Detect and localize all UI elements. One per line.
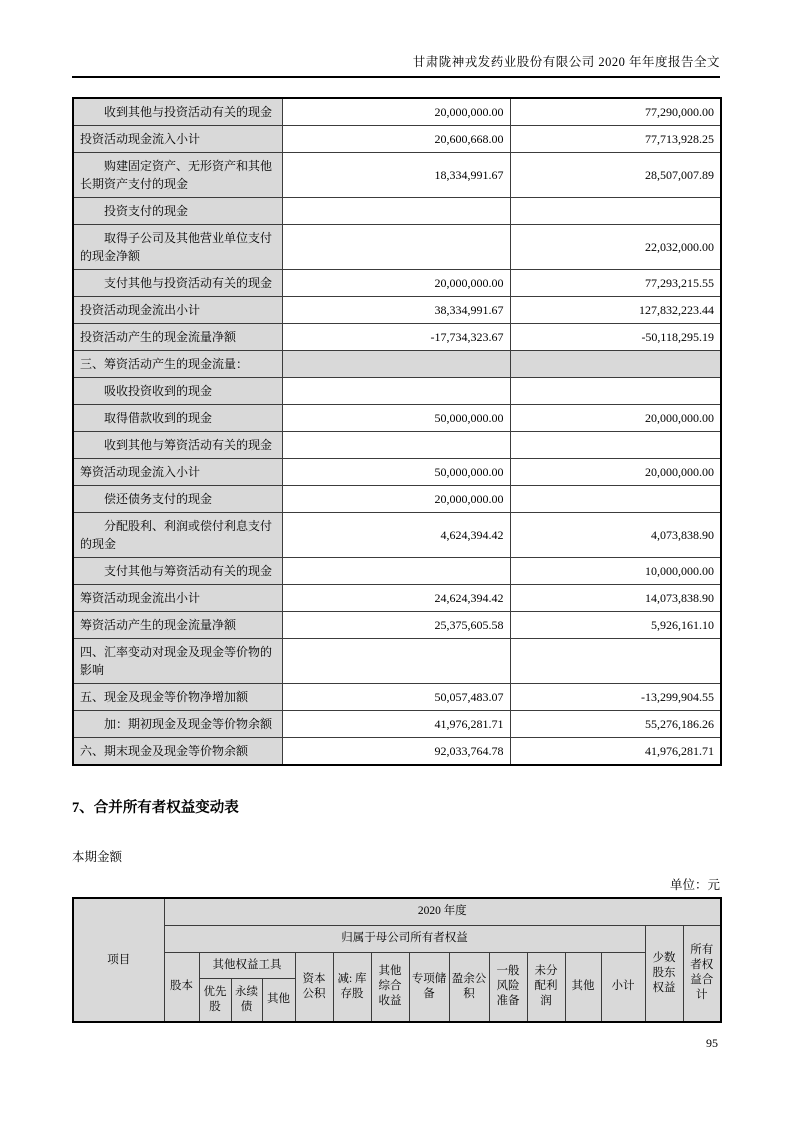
row-label-cell: 收到其他与筹资活动有关的现金 [73, 432, 282, 459]
prior-period-cell: 10,000,000.00 [510, 558, 721, 585]
row-label-cell: 三、筹资活动产生的现金流量： [73, 351, 282, 378]
current-period-cell: 4,624,394.42 [282, 513, 510, 558]
table-row [73, 486, 721, 513]
table-row [73, 513, 721, 558]
equity-header-row-tools [73, 952, 721, 978]
prior-period-cell: 20,000,000.00 [510, 405, 721, 432]
page-content [72, 0, 720, 1023]
cash-flow-body [73, 98, 721, 765]
table-row [73, 711, 721, 738]
prior-period-cell: 127,832,223.44 [510, 297, 721, 324]
row-label-cell: 六、期末现金及现金等价物余额 [73, 738, 282, 766]
row-label-cell: 投资支付的现金 [73, 198, 282, 225]
prior-period-cell [510, 639, 721, 684]
current-period-cell: 20,000,000.00 [282, 270, 510, 297]
table-row [73, 225, 721, 270]
prior-period-cell: 41,976,281.71 [510, 738, 721, 766]
current-period-cell [282, 225, 510, 270]
capital-reserve-header-cell: 资本公积 [295, 952, 333, 1022]
table-row [73, 98, 721, 126]
tools-other-header-cell: 其他 [262, 978, 295, 1022]
prior-period-cell [510, 486, 721, 513]
section-title: 7、合并所有者权益变动表 [72, 800, 239, 816]
table-row [73, 612, 721, 639]
row-label-cell: 筹资活动现金流入小计 [73, 459, 282, 486]
table-row [73, 405, 721, 432]
prior-period-cell [510, 198, 721, 225]
minority-interest-header-cell: 少数股东权益 [645, 925, 683, 1022]
surplus-reserve-header-cell: 盈余公积 [449, 952, 489, 1022]
row-label-cell: 投资活动产生的现金流量净额 [73, 324, 282, 351]
prior-period-cell: -13,299,904.55 [510, 684, 721, 711]
table-row [73, 432, 721, 459]
total-equity-header-cell: 所有者权益合计 [683, 925, 721, 1022]
prior-period-cell: 5,926,161.10 [510, 612, 721, 639]
row-label-cell: 筹资活动产生的现金流量净额 [73, 612, 282, 639]
table-row [73, 270, 721, 297]
other-header-cell: 其他 [565, 952, 601, 1022]
prior-period-cell: 77,293,215.55 [510, 270, 721, 297]
other-equity-tools-header-cell: 其他权益工具 [199, 952, 295, 978]
table-row [73, 126, 721, 153]
current-period-cell [282, 639, 510, 684]
equity-header-row-year [73, 898, 721, 925]
cash-flow-table [72, 97, 722, 766]
current-period-cell: 50,057,483.07 [282, 684, 510, 711]
preferred-shares-header-cell: 优先股 [199, 978, 231, 1022]
current-period-cell: 20,000,000.00 [282, 486, 510, 513]
table-row [73, 198, 721, 225]
prior-period-cell: 77,290,000.00 [510, 98, 721, 126]
row-label-cell: 支付其他与投资活动有关的现金 [73, 270, 282, 297]
current-period-cell: 50,000,000.00 [282, 459, 510, 486]
equity-change-table [72, 897, 722, 1023]
table-row [73, 639, 721, 684]
prior-period-cell: 77,713,928.25 [510, 126, 721, 153]
unit-label: 单位：元 [669, 878, 720, 892]
prior-period-cell: 28,507,007.89 [510, 153, 721, 198]
prior-period-cell: 14,073,838.90 [510, 585, 721, 612]
table-row [73, 738, 721, 766]
table-row [73, 459, 721, 486]
current-period-cell: 20,000,000.00 [282, 98, 510, 126]
table-row [73, 684, 721, 711]
prior-period-cell: 55,276,186.26 [510, 711, 721, 738]
report-header-title: 甘肃陇神戎发药业股份有限公司 2020 年年度报告全文 [72, 0, 720, 78]
current-period-cell: 18,334,991.67 [282, 153, 510, 198]
current-period-cell: -17,734,323.67 [282, 324, 510, 351]
table-row [73, 153, 721, 198]
parent-equity-header-cell: 归属于母公司所有者权益 [164, 925, 645, 952]
current-period-cell: 38,334,991.67 [282, 297, 510, 324]
row-label-cell: 五、现金及现金等价物净增加额 [73, 684, 282, 711]
row-label-cell: 加：期初现金及现金等价物余额 [73, 711, 282, 738]
row-label-cell: 购建固定资产、无形资产和其他长期资产支付的现金 [73, 153, 282, 198]
prior-period-cell [510, 378, 721, 405]
prior-period-cell: 22,032,000.00 [510, 225, 721, 270]
prior-period-cell: -50,118,295.19 [510, 324, 721, 351]
current-period-cell: 20,600,668.00 [282, 126, 510, 153]
row-label-cell: 偿还债务支付的现金 [73, 486, 282, 513]
page-number: 95 [706, 1036, 718, 1050]
current-period-cell [282, 432, 510, 459]
current-period-cell: 92,033,764.78 [282, 738, 510, 766]
table-row [73, 324, 721, 351]
subtotal-header-cell: 小计 [601, 952, 645, 1022]
current-period-cell [282, 558, 510, 585]
row-label-cell: 收到其他与投资活动有关的现金 [73, 98, 282, 126]
row-label-cell: 取得借款收到的现金 [73, 405, 282, 432]
row-label-cell: 四、汇率变动对现金及现金等价物的影响 [73, 639, 282, 684]
current-period-cell: 25,375,605.58 [282, 612, 510, 639]
share-capital-header-cell: 股本 [164, 952, 199, 1022]
special-reserve-header-cell: 专项储备 [409, 952, 449, 1022]
table-row [73, 297, 721, 324]
current-period-cell [282, 351, 510, 378]
row-label-cell: 取得子公司及其他营业单位支付的现金净额 [73, 225, 282, 270]
row-label-cell: 分配股利、利润或偿付利息支付的现金 [73, 513, 282, 558]
undistributed-profit-header-cell: 未分配利润 [527, 952, 565, 1022]
prior-period-cell: 20,000,000.00 [510, 459, 721, 486]
current-period-cell [282, 198, 510, 225]
current-period-cell: 24,624,394.42 [282, 585, 510, 612]
perpetual-bonds-header-cell: 永续债 [231, 978, 262, 1022]
subtitle-amount-period: 本期金额 [72, 850, 123, 864]
year-header-cell: 2020 年度 [164, 898, 721, 925]
row-label-cell: 筹资活动现金流出小计 [73, 585, 282, 612]
equity-header-row-group [73, 925, 721, 952]
table-row [73, 558, 721, 585]
prior-period-cell [510, 432, 721, 459]
row-label-cell: 投资活动现金流入小计 [73, 126, 282, 153]
item-header-cell: 项目 [73, 898, 164, 1022]
row-label-cell: 投资活动现金流出小计 [73, 297, 282, 324]
prior-period-cell: 4,073,838.90 [510, 513, 721, 558]
prior-period-cell [510, 351, 721, 378]
table-row [73, 351, 721, 378]
table-row [73, 378, 721, 405]
general-risk-reserve-header-cell: 一般风险准备 [489, 952, 527, 1022]
current-period-cell: 50,000,000.00 [282, 405, 510, 432]
table-row [73, 585, 721, 612]
row-label-cell: 支付其他与筹资活动有关的现金 [73, 558, 282, 585]
treasury-stock-header-cell: 减: 库存股 [333, 952, 371, 1022]
current-period-cell [282, 378, 510, 405]
other-comprehensive-income-header-cell: 其他综合收益 [371, 952, 409, 1022]
current-period-cell: 41,976,281.71 [282, 711, 510, 738]
row-label-cell: 吸收投资收到的现金 [73, 378, 282, 405]
